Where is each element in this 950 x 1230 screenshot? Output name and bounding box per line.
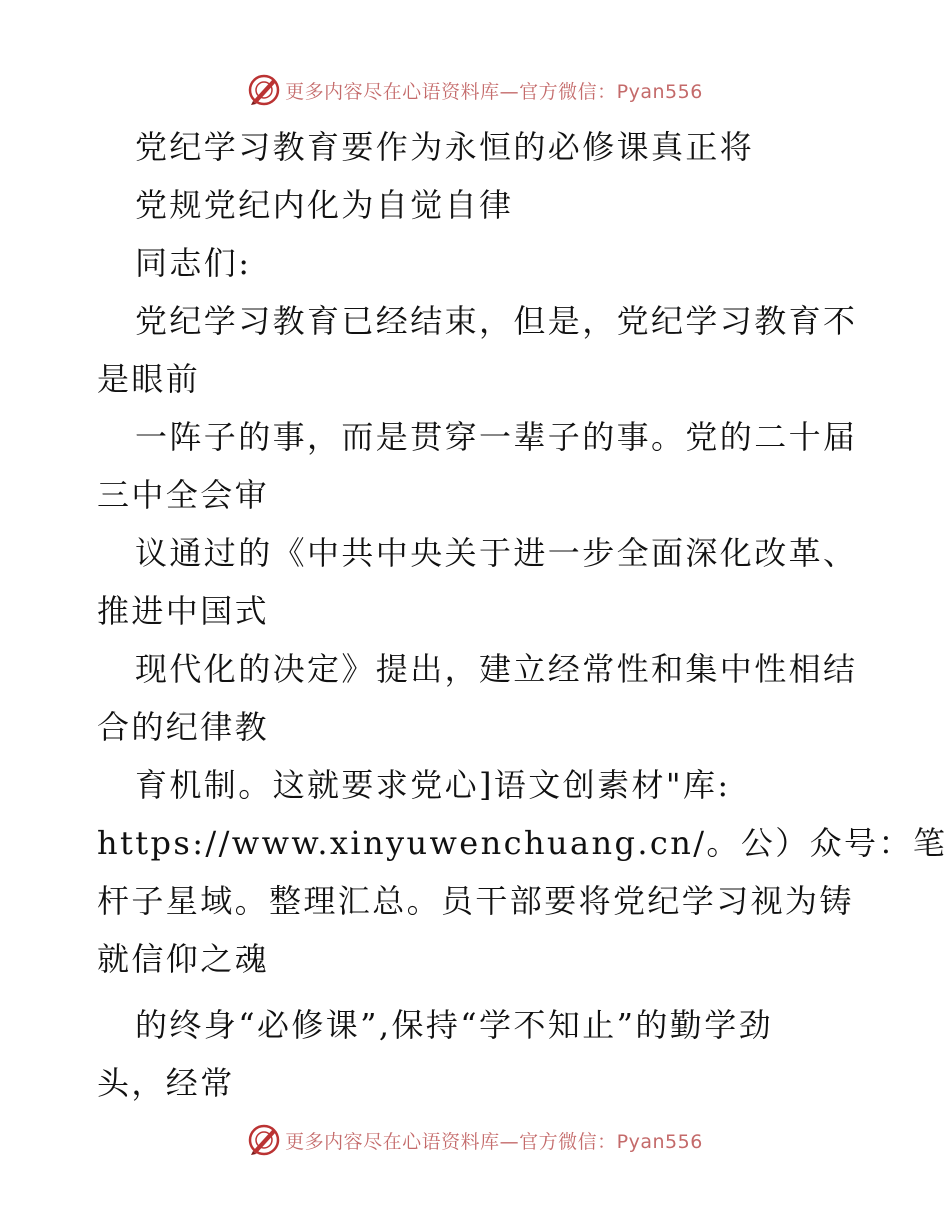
doc-line: 是眼前 [97,360,201,398]
header-banner-text: 更多内容尽在心语资料库—官方微信：Pyan556 [285,80,703,103]
header-banner [0,72,950,108]
doc-line: 合的纪律教 [97,708,270,746]
pen-logo-icon [247,73,281,107]
doc-line: https://www.xinyuwenchuang.cn/。公）众号：笔 [97,824,948,862]
doc-line: 一阵子的事，而是贯穿一辈子的事。党的二十届 [135,418,858,456]
doc-line: 头，经常 [97,1064,235,1102]
doc-line: 党纪学习教育要作为永恒的必修课真正将 [135,128,755,166]
doc-line: 育机制。这就要求党心]语文创素材"库: [135,766,731,804]
doc-line: 三中全会审 [97,476,270,514]
doc-line: 推进中国式 [97,592,270,630]
pen-logo-icon [247,1123,281,1157]
doc-line: 的终身“必修课”,保持“学不知止”的勤学劲 [135,1006,774,1044]
doc-line: 就信仰之魂 [97,940,270,978]
doc-line: 议通过的《中共中央关于进一步全面深化改革、 [135,534,858,572]
doc-line: 党规党纪内化为自觉自律 [135,186,514,224]
doc-line: 现代化的决定》提出，建立经常性和集中性相结 [135,650,858,688]
doc-line: 同志们: [135,244,252,282]
doc-line: 党纪学习教育已经结束，但是，党纪学习教育不 [135,302,858,340]
footer-banner [0,1122,950,1158]
footer-banner-text: 更多内容尽在心语资料库—官方微信：Pyan556 [285,1130,703,1153]
doc-line: 杆子星域。整理汇总。员干部要将党纪学习视为铸 [97,882,854,920]
